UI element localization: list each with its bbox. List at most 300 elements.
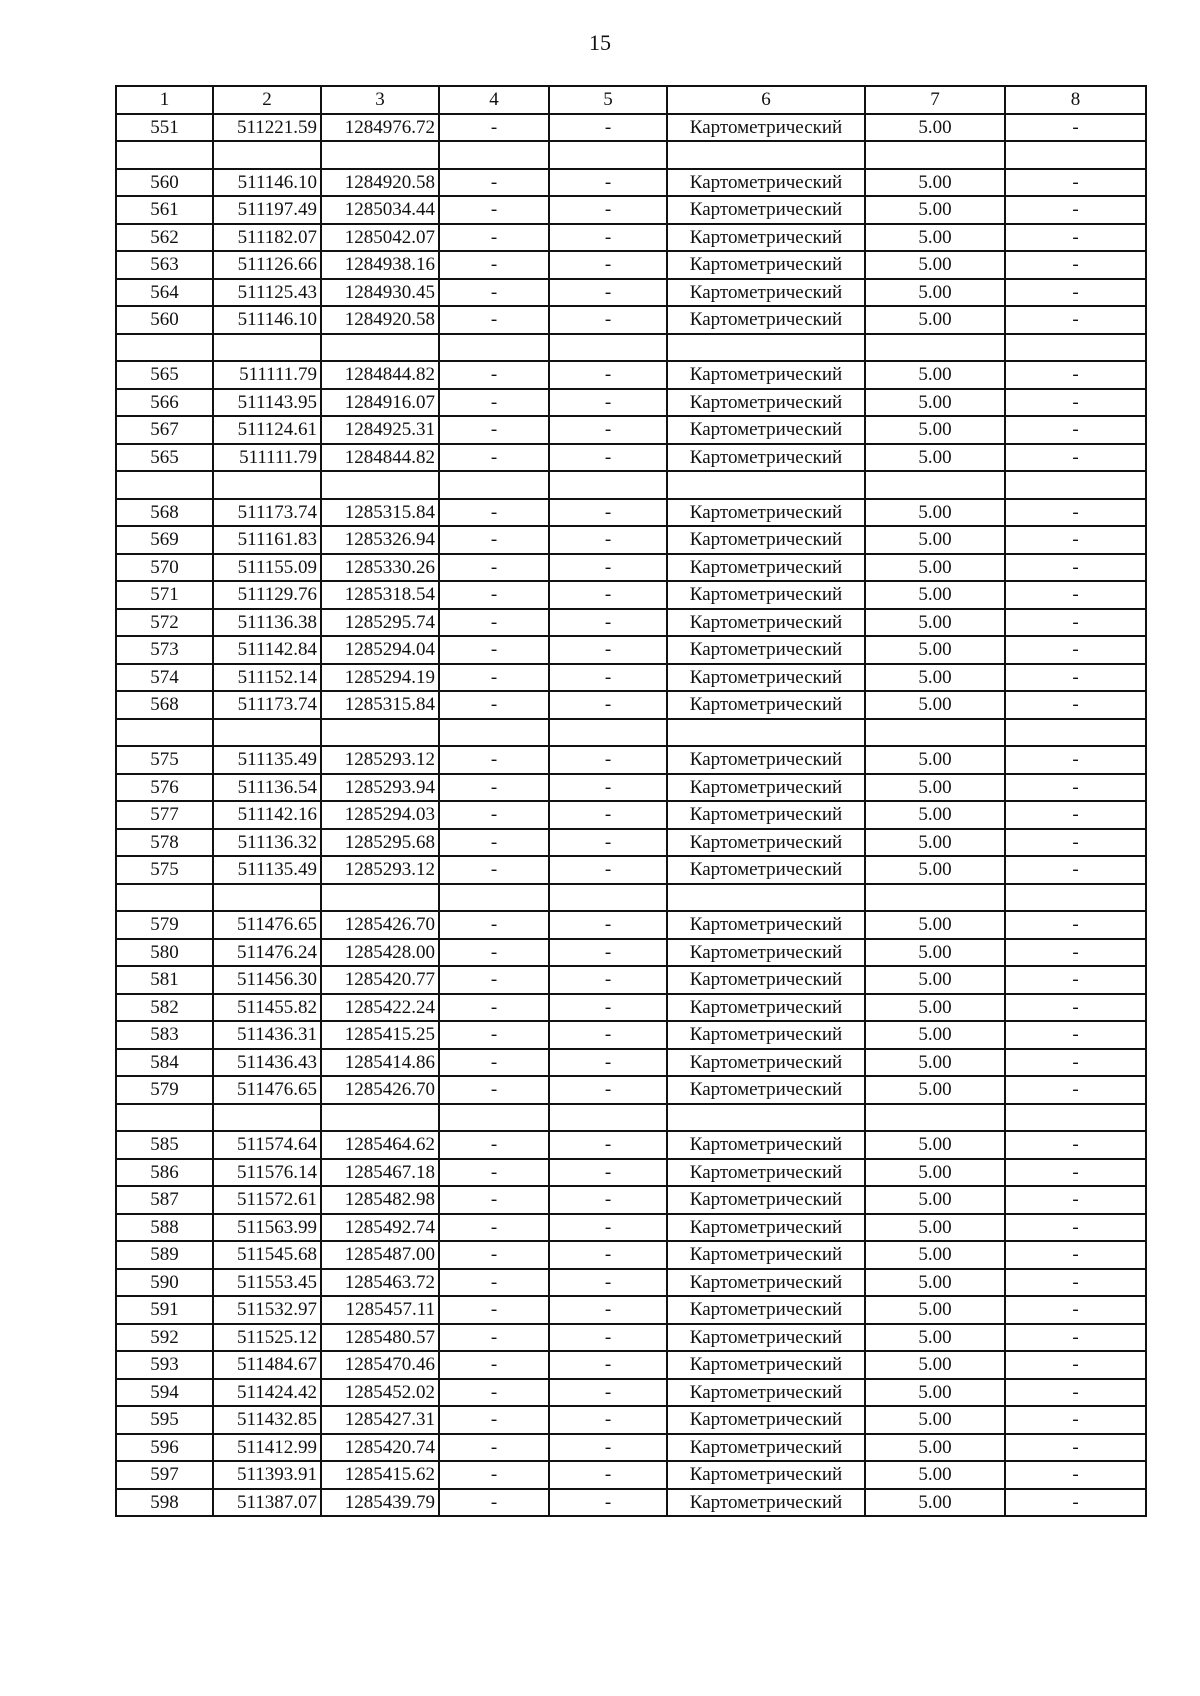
- table-cell: 1285452.02: [321, 1379, 439, 1407]
- table-cell: 1285420.77: [321, 966, 439, 994]
- table-cell: -: [439, 1379, 549, 1407]
- table-cell: -: [1005, 251, 1146, 279]
- table-cell: -: [1005, 1296, 1146, 1324]
- table-cell: -: [549, 306, 667, 334]
- table-cell: -: [1005, 1324, 1146, 1352]
- table-cell: -: [439, 1269, 549, 1297]
- table-cell: 5.00: [865, 609, 1005, 637]
- table-cell: -: [1005, 1461, 1146, 1489]
- table-cell: Картометрический: [667, 389, 865, 417]
- table-cell: 511155.09: [213, 554, 321, 582]
- table-cell: Картометрический: [667, 911, 865, 939]
- table-cell: 1285422.24: [321, 994, 439, 1022]
- table-cell: -: [549, 1461, 667, 1489]
- table-cell: 511476.65: [213, 911, 321, 939]
- table-cell: Картометрический: [667, 251, 865, 279]
- table-cell: Картометрический: [667, 361, 865, 389]
- table-cell: -: [549, 416, 667, 444]
- table-cell: -: [1005, 1131, 1146, 1159]
- table-cell: Картометрический: [667, 444, 865, 472]
- table-row: [116, 141, 1146, 169]
- table-row: [116, 1186, 1146, 1214]
- table-cell: 572: [116, 609, 213, 637]
- table-cell: -: [439, 636, 549, 664]
- table-cell: 5.00: [865, 1324, 1005, 1352]
- table-cell: -: [1005, 169, 1146, 197]
- table-cell: [213, 1104, 321, 1132]
- table-cell: [116, 884, 213, 912]
- table-cell: 1285318.54: [321, 581, 439, 609]
- table-cell: -: [549, 1049, 667, 1077]
- table-cell: -: [439, 581, 549, 609]
- table-cell: Картометрический: [667, 1324, 865, 1352]
- table-cell: 578: [116, 829, 213, 857]
- table-cell: [439, 719, 549, 747]
- table-cell: 5.00: [865, 389, 1005, 417]
- table-cell: [549, 141, 667, 169]
- table-cell: -: [549, 1489, 667, 1517]
- table-cell: 5.00: [865, 196, 1005, 224]
- table-cell: [439, 471, 549, 499]
- table-cell: 1284920.58: [321, 306, 439, 334]
- table-cell: 588: [116, 1214, 213, 1242]
- table-row: [116, 884, 1146, 912]
- table-cell: 1285315.84: [321, 499, 439, 527]
- table-cell: -: [1005, 939, 1146, 967]
- table-cell: -: [439, 1351, 549, 1379]
- table-cell: 511125.43: [213, 279, 321, 307]
- table-cell: 5.00: [865, 994, 1005, 1022]
- table-cell: -: [439, 279, 549, 307]
- table-cell: 1285464.62: [321, 1131, 439, 1159]
- table-row: [116, 1351, 1146, 1379]
- table-cell: 593: [116, 1351, 213, 1379]
- table-cell: 5.00: [865, 1296, 1005, 1324]
- table-cell: -: [1005, 1379, 1146, 1407]
- table-cell: 1285414.86: [321, 1049, 439, 1077]
- table-cell: 591: [116, 1296, 213, 1324]
- table-cell: 511136.32: [213, 829, 321, 857]
- table-cell: Картометрический: [667, 526, 865, 554]
- table-cell: Картометрический: [667, 1049, 865, 1077]
- table-cell: 5.00: [865, 1461, 1005, 1489]
- table-cell: -: [439, 856, 549, 884]
- table-cell: Картометрический: [667, 1406, 865, 1434]
- table-row: [116, 251, 1146, 279]
- table-cell: 568: [116, 499, 213, 527]
- table-cell: [667, 141, 865, 169]
- table-cell: 511124.61: [213, 416, 321, 444]
- table-cell: -: [1005, 224, 1146, 252]
- table-cell: [667, 471, 865, 499]
- table-cell: 511532.97: [213, 1296, 321, 1324]
- table-cell: -: [439, 251, 549, 279]
- table-cell: 5.00: [865, 1159, 1005, 1187]
- table-cell: 511545.68: [213, 1241, 321, 1269]
- table-cell: -: [549, 636, 667, 664]
- table-cell: -: [549, 1351, 667, 1379]
- table-cell: Картометрический: [667, 1379, 865, 1407]
- table-cell: 1285330.26: [321, 554, 439, 582]
- table-cell: 5.00: [865, 1269, 1005, 1297]
- table-cell: [1005, 471, 1146, 499]
- table-cell: -: [1005, 746, 1146, 774]
- table-cell: -: [439, 691, 549, 719]
- table-cell: -: [1005, 1049, 1146, 1077]
- table-cell: [321, 884, 439, 912]
- table-cell: [667, 719, 865, 747]
- table-cell: 585: [116, 1131, 213, 1159]
- table-cell: [865, 1104, 1005, 1132]
- table-cell: [865, 884, 1005, 912]
- table-cell: 1285293.12: [321, 746, 439, 774]
- table-cell: 5.00: [865, 1186, 1005, 1214]
- table-cell: Картометрический: [667, 1159, 865, 1187]
- table-cell: Картометрический: [667, 664, 865, 692]
- table-cell: -: [549, 801, 667, 829]
- table-cell: -: [439, 224, 549, 252]
- table-cell: -: [1005, 499, 1146, 527]
- table-cell: 574: [116, 664, 213, 692]
- table-row: [116, 1214, 1146, 1242]
- table-cell: -: [549, 114, 667, 142]
- table-cell: [667, 884, 865, 912]
- table-cell: -: [439, 1324, 549, 1352]
- table-row: [116, 939, 1146, 967]
- table-cell: 1285315.84: [321, 691, 439, 719]
- table-cell: -: [439, 444, 549, 472]
- table-cell: 511197.49: [213, 196, 321, 224]
- table-cell: [116, 141, 213, 169]
- column-header: 2: [213, 86, 321, 114]
- table-cell: 511576.14: [213, 1159, 321, 1187]
- table-cell: 570: [116, 554, 213, 582]
- table-cell: -: [439, 801, 549, 829]
- coordinates-table: [115, 85, 1147, 1517]
- table-row: [116, 114, 1146, 142]
- table-row: [116, 279, 1146, 307]
- table-cell: 5.00: [865, 691, 1005, 719]
- table-cell: [439, 884, 549, 912]
- table-cell: 511136.54: [213, 774, 321, 802]
- table-cell: -: [1005, 609, 1146, 637]
- table-cell: -: [439, 361, 549, 389]
- table-cell: -: [439, 1296, 549, 1324]
- table-row: [116, 416, 1146, 444]
- table-cell: -: [549, 691, 667, 719]
- table-cell: 511182.07: [213, 224, 321, 252]
- table-row: [116, 801, 1146, 829]
- table-cell: -: [1005, 1159, 1146, 1187]
- table-row: [116, 1104, 1146, 1132]
- table-cell: 5.00: [865, 499, 1005, 527]
- table-cell: [1005, 334, 1146, 362]
- table-cell: -: [439, 1214, 549, 1242]
- table-cell: [549, 1104, 667, 1132]
- table-cell: -: [549, 279, 667, 307]
- column-header: 8: [1005, 86, 1146, 114]
- table-cell: 5.00: [865, 911, 1005, 939]
- table-cell: 5.00: [865, 416, 1005, 444]
- table-cell: 5.00: [865, 1076, 1005, 1104]
- table-cell: [865, 719, 1005, 747]
- table-cell: -: [1005, 1434, 1146, 1462]
- table-cell: [321, 1104, 439, 1132]
- table-row: [116, 1021, 1146, 1049]
- table-cell: 1285295.68: [321, 829, 439, 857]
- table-cell: -: [549, 1379, 667, 1407]
- table-cell: [865, 141, 1005, 169]
- table-cell: Картометрический: [667, 169, 865, 197]
- table-cell: 511111.79: [213, 361, 321, 389]
- table-cell: Картометрический: [667, 1296, 865, 1324]
- table-cell: -: [1005, 389, 1146, 417]
- table-cell: -: [549, 196, 667, 224]
- table-cell: 1285480.57: [321, 1324, 439, 1352]
- table-cell: -: [439, 1406, 549, 1434]
- table-cell: 598: [116, 1489, 213, 1517]
- table-cell: Картометрический: [667, 609, 865, 637]
- table-cell: 592: [116, 1324, 213, 1352]
- table-row: [116, 471, 1146, 499]
- table-cell: 1284930.45: [321, 279, 439, 307]
- table-cell: 511424.42: [213, 1379, 321, 1407]
- table-cell: 1285294.04: [321, 636, 439, 664]
- table-cell: -: [549, 581, 667, 609]
- table-cell: 5.00: [865, 664, 1005, 692]
- table-cell: Картометрический: [667, 1131, 865, 1159]
- table-row: [116, 994, 1146, 1022]
- table-cell: -: [549, 1296, 667, 1324]
- table-cell: 511574.64: [213, 1131, 321, 1159]
- table-cell: 565: [116, 361, 213, 389]
- table-cell: -: [439, 829, 549, 857]
- table-cell: -: [1005, 361, 1146, 389]
- table-cell: 5.00: [865, 1434, 1005, 1462]
- table-cell: 5.00: [865, 801, 1005, 829]
- table-cell: -: [1005, 691, 1146, 719]
- table-row: [116, 224, 1146, 252]
- table-cell: [116, 1104, 213, 1132]
- table-cell: -: [439, 554, 549, 582]
- table-cell: -: [549, 609, 667, 637]
- table-cell: -: [1005, 1186, 1146, 1214]
- table-cell: 579: [116, 911, 213, 939]
- table-cell: 5.00: [865, 636, 1005, 664]
- table-cell: 1285420.74: [321, 1434, 439, 1462]
- table-cell: 5.00: [865, 169, 1005, 197]
- table-cell: 583: [116, 1021, 213, 1049]
- table-cell: -: [1005, 1214, 1146, 1242]
- table-cell: -: [439, 526, 549, 554]
- table-cell: Картометрический: [667, 1461, 865, 1489]
- table-cell: Картометрический: [667, 554, 865, 582]
- table-cell: 561: [116, 196, 213, 224]
- table-cell: 1285427.31: [321, 1406, 439, 1434]
- table-cell: -: [1005, 994, 1146, 1022]
- table-row: [116, 169, 1146, 197]
- table-row: [116, 526, 1146, 554]
- table-row: [116, 334, 1146, 362]
- table-cell: [321, 141, 439, 169]
- table-row: [116, 499, 1146, 527]
- table-cell: 1284844.82: [321, 361, 439, 389]
- table-cell: Картометрический: [667, 1351, 865, 1379]
- table-cell: 1285293.12: [321, 856, 439, 884]
- table-cell: 565: [116, 444, 213, 472]
- table-cell: 5.00: [865, 554, 1005, 582]
- table-cell: -: [1005, 856, 1146, 884]
- table-cell: -: [549, 774, 667, 802]
- table-row: [116, 1379, 1146, 1407]
- table-cell: 1285467.18: [321, 1159, 439, 1187]
- table-cell: -: [1005, 444, 1146, 472]
- column-header: 6: [667, 86, 865, 114]
- table-cell: 595: [116, 1406, 213, 1434]
- table-cell: -: [1005, 306, 1146, 334]
- column-header: 1: [116, 86, 213, 114]
- table-cell: 511173.74: [213, 499, 321, 527]
- table-cell: Картометрический: [667, 774, 865, 802]
- table-row: [116, 856, 1146, 884]
- table-cell: Картометрический: [667, 1186, 865, 1214]
- table-cell: 511135.49: [213, 746, 321, 774]
- table-cell: 5.00: [865, 279, 1005, 307]
- column-header: 5: [549, 86, 667, 114]
- table-row: [116, 389, 1146, 417]
- table-cell: Картометрический: [667, 856, 865, 884]
- table-cell: 569: [116, 526, 213, 554]
- table-cell: 511572.61: [213, 1186, 321, 1214]
- table-cell: Картометрический: [667, 829, 865, 857]
- table-cell: -: [549, 1269, 667, 1297]
- table-cell: -: [549, 1214, 667, 1242]
- table-cell: -: [549, 1076, 667, 1104]
- table-cell: -: [439, 609, 549, 637]
- table-cell: -: [549, 251, 667, 279]
- table-cell: 511484.67: [213, 1351, 321, 1379]
- table-cell: -: [439, 994, 549, 1022]
- table-cell: 1285428.00: [321, 939, 439, 967]
- table-cell: -: [439, 774, 549, 802]
- table-cell: 511436.31: [213, 1021, 321, 1049]
- table-cell: Картометрический: [667, 416, 865, 444]
- table-cell: 5.00: [865, 526, 1005, 554]
- table-cell: Картометрический: [667, 1269, 865, 1297]
- table-row: [116, 1159, 1146, 1187]
- table-cell: Картометрический: [667, 994, 865, 1022]
- table-cell: 1285492.74: [321, 1214, 439, 1242]
- column-header: 4: [439, 86, 549, 114]
- table-row: [116, 746, 1146, 774]
- table-cell: 568: [116, 691, 213, 719]
- table-cell: 511143.95: [213, 389, 321, 417]
- table-cell: 5.00: [865, 1351, 1005, 1379]
- table-cell: -: [549, 911, 667, 939]
- table-cell: 511136.38: [213, 609, 321, 637]
- table-cell: [213, 334, 321, 362]
- table-cell: 567: [116, 416, 213, 444]
- table-cell: 511455.82: [213, 994, 321, 1022]
- table-row: [116, 719, 1146, 747]
- table-cell: [667, 1104, 865, 1132]
- table-cell: 511476.24: [213, 939, 321, 967]
- table-cell: Картометрический: [667, 1489, 865, 1517]
- table-cell: 5.00: [865, 114, 1005, 142]
- table-cell: Картометрический: [667, 581, 865, 609]
- table-cell: 577: [116, 801, 213, 829]
- table-cell: -: [549, 829, 667, 857]
- table-cell: -: [549, 1406, 667, 1434]
- table-cell: 1285415.25: [321, 1021, 439, 1049]
- table-cell: Картометрический: [667, 966, 865, 994]
- table-cell: -: [439, 1131, 549, 1159]
- table-cell: Картометрический: [667, 939, 865, 967]
- table-cell: -: [549, 1186, 667, 1214]
- table-row: [116, 1489, 1146, 1517]
- table-cell: -: [549, 444, 667, 472]
- table-cell: 5.00: [865, 224, 1005, 252]
- table-cell: -: [1005, 279, 1146, 307]
- table-cell: -: [549, 1241, 667, 1269]
- table-cell: 511387.07: [213, 1489, 321, 1517]
- table-cell: 5.00: [865, 1021, 1005, 1049]
- table-row: [116, 444, 1146, 472]
- table-cell: 582: [116, 994, 213, 1022]
- table-cell: 596: [116, 1434, 213, 1462]
- table-row: [116, 664, 1146, 692]
- table-cell: Картометрический: [667, 306, 865, 334]
- table-row: [116, 581, 1146, 609]
- table-row: [116, 1076, 1146, 1104]
- table-cell: 571: [116, 581, 213, 609]
- table-cell: 5.00: [865, 444, 1005, 472]
- table-row: [116, 1049, 1146, 1077]
- table-cell: -: [1005, 114, 1146, 142]
- table-row: [116, 1269, 1146, 1297]
- table-cell: 5.00: [865, 746, 1005, 774]
- table-cell: 589: [116, 1241, 213, 1269]
- table-cell: 586: [116, 1159, 213, 1187]
- table-cell: [213, 884, 321, 912]
- table-cell: -: [1005, 196, 1146, 224]
- table-cell: -: [1005, 801, 1146, 829]
- table-cell: 5.00: [865, 939, 1005, 967]
- table-cell: Картометрический: [667, 499, 865, 527]
- table-cell: 511161.83: [213, 526, 321, 554]
- table-cell: 511111.79: [213, 444, 321, 472]
- table-cell: 1285439.79: [321, 1489, 439, 1517]
- table-cell: 587: [116, 1186, 213, 1214]
- table-cell: -: [1005, 774, 1146, 802]
- table-cell: -: [439, 114, 549, 142]
- table-row: [116, 1296, 1146, 1324]
- table-row: [116, 306, 1146, 334]
- table-row: [116, 829, 1146, 857]
- table-cell: 5.00: [865, 774, 1005, 802]
- column-header: 3: [321, 86, 439, 114]
- table-row: [116, 609, 1146, 637]
- table-cell: -: [549, 746, 667, 774]
- table-cell: Картометрический: [667, 1241, 865, 1269]
- table-cell: 5.00: [865, 829, 1005, 857]
- table-row: [116, 1406, 1146, 1434]
- table-cell: 511146.10: [213, 306, 321, 334]
- table-cell: 5.00: [865, 581, 1005, 609]
- table-cell: 575: [116, 746, 213, 774]
- table-cell: 1284916.07: [321, 389, 439, 417]
- table-row: [116, 691, 1146, 719]
